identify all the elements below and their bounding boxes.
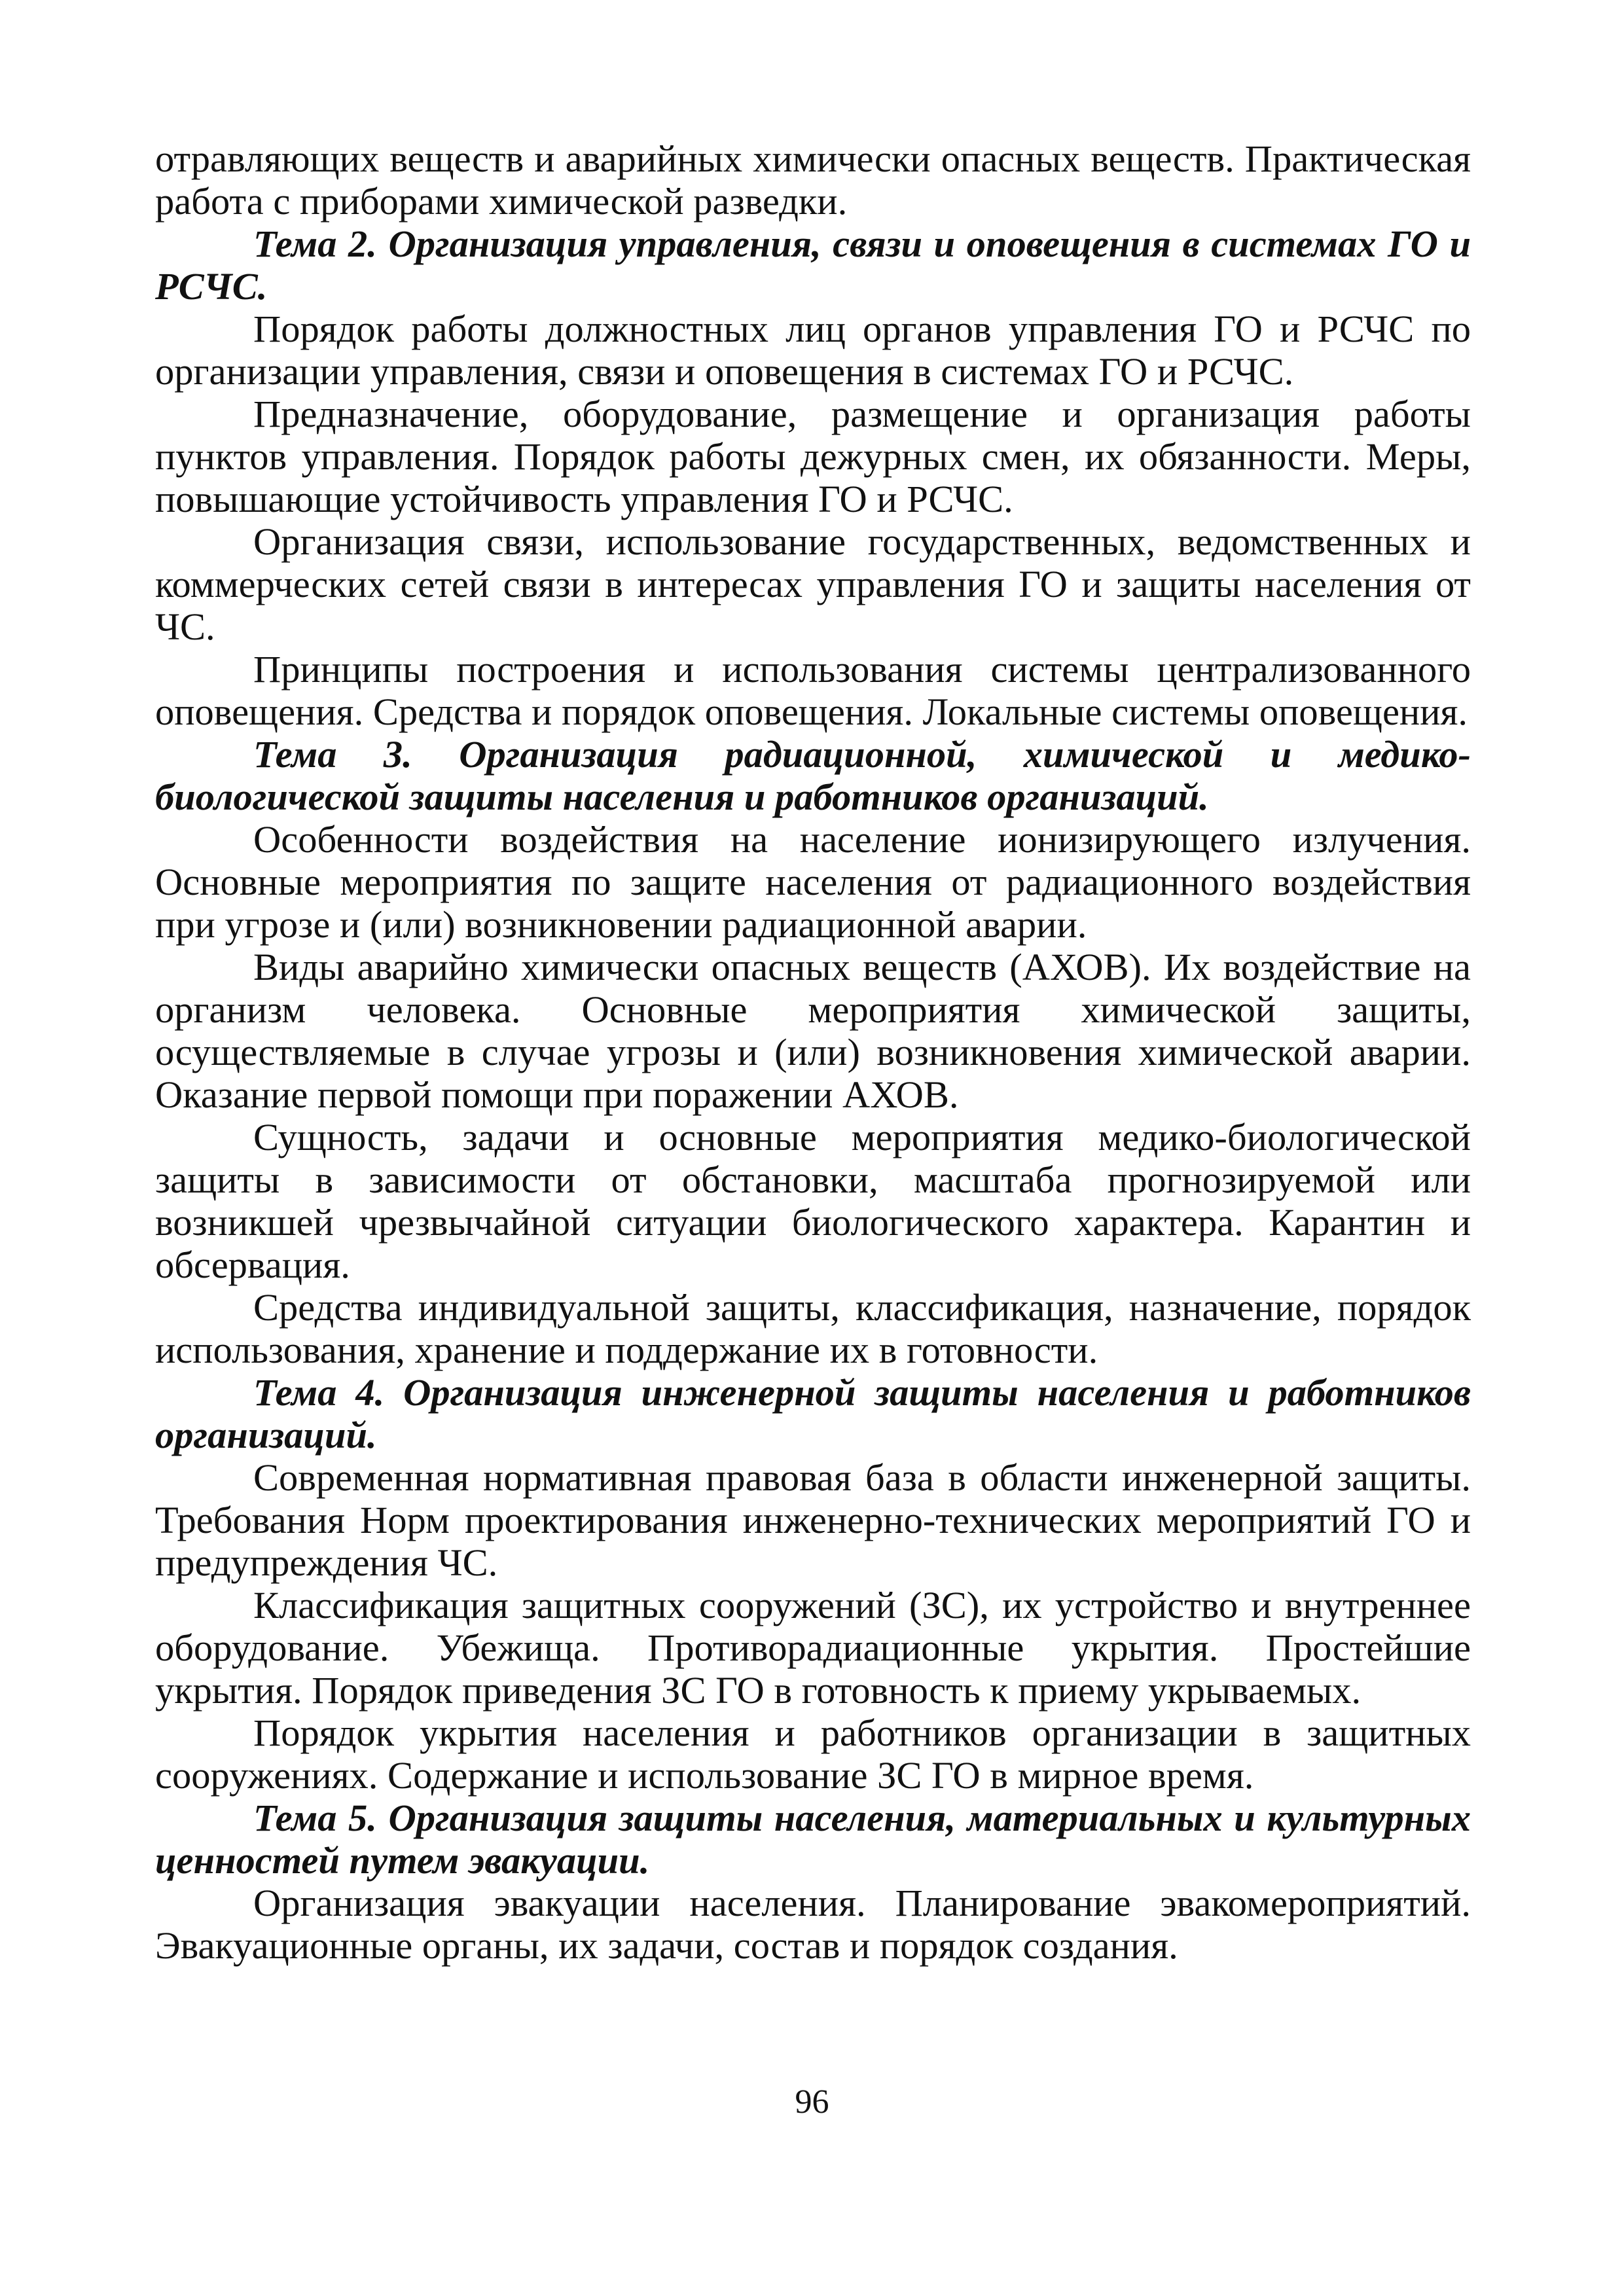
topic-2-paragraph-3: Организация связи, использование государственных, ведомственных и коммерческих сетей связи в интересах управления ГО и защиты населения от ЧС. bbox=[155, 520, 1471, 648]
topic-3-paragraph-1: Особенности воздействия на население ионизирующего излучения. Основные мероприятия по защите населения от радиационного воздействия при угрозе и (или) возникновении радиационной аварии. bbox=[155, 818, 1471, 946]
topic-3-heading: Тема 3. Организация радиационной, химической и медико-биологической защиты населения и работников организаций. bbox=[155, 733, 1471, 818]
topic-2-paragraph-1: Порядок работы должностных лиц органов управления ГО и РСЧС по организации управления, связи и оповещения в системах ГО и РСЧС. bbox=[155, 308, 1471, 393]
topic-3-paragraph-3: Сущность, задачи и основные мероприятия медико-биологической защиты в зависимости от обстановки, масштаба прогнозируемой или возникшей чрезвычайной ситуации биологического характера. Карантин и обсервация. bbox=[155, 1116, 1471, 1286]
topic-4-paragraph-2: Классификация защитных сооружений (ЗС), их устройство и внутреннее оборудование. Убежища. Противорадиационные укрытия. Простейшие укрытия. Порядок приведения ЗС ГО в готовность к приему укрываемых. bbox=[155, 1584, 1471, 1712]
topic-3-paragraph-4: Средства индивидуальной защиты, классификация, назначение, порядок использования, хранение и поддержание их в готовности. bbox=[155, 1286, 1471, 1371]
topic-3-paragraph-2: Виды аварийно химически опасных веществ (АХОВ). Их воздействие на организм человека. Основные мероприятия химической защиты, осуществляемые в случае угрозы и (или) возникновения химической аварии. Оказание первой помощи при поражении АХОВ. bbox=[155, 946, 1471, 1116]
topic-2-heading: Тема 2. Организация управления, связи и оповещения в системах ГО и РСЧС. bbox=[155, 223, 1471, 308]
page-number: 96 bbox=[795, 2083, 829, 2121]
topic-5-paragraph-1: Организация эвакуации населения. Планирование эвакомероприятий. Эвакуационные органы, их задачи, состав и порядок создания. bbox=[155, 1882, 1471, 1967]
topic-4-heading: Тема 4. Организация инженерной защиты населения и работников организаций. bbox=[155, 1371, 1471, 1456]
topic-4-paragraph-1: Современная нормативная правовая база в области инженерной защиты. Требования Норм проектирования инженерно-технических мероприятий ГО и предупреждения ЧС. bbox=[155, 1456, 1471, 1584]
topic-2-paragraph-4: Принципы построения и использования системы централизованного оповещения. Средства и порядок оповещения. Локальные системы оповещения. bbox=[155, 648, 1471, 733]
topic-5-heading: Тема 5. Организация защиты населения, материальных и культурных ценностей путем эвакуации. bbox=[155, 1797, 1471, 1882]
continuation-paragraph: отравляющих веществ и аварийных химически опасных веществ. Практическая работа с приборами химической разведки. bbox=[155, 137, 1471, 223]
topic-4-paragraph-3: Порядок укрытия населения и работников организации в защитных сооружениях. Содержание и использование ЗС ГО в мирное время. bbox=[155, 1712, 1471, 1797]
topic-2-paragraph-2: Предназначение, оборудование, размещение и организация работы пунктов управления. Порядок работы дежурных смен, их обязанности. Меры, повышающие устойчивость управления ГО и РСЧС. bbox=[155, 393, 1471, 520]
document-page bbox=[155, 137, 1471, 1967]
